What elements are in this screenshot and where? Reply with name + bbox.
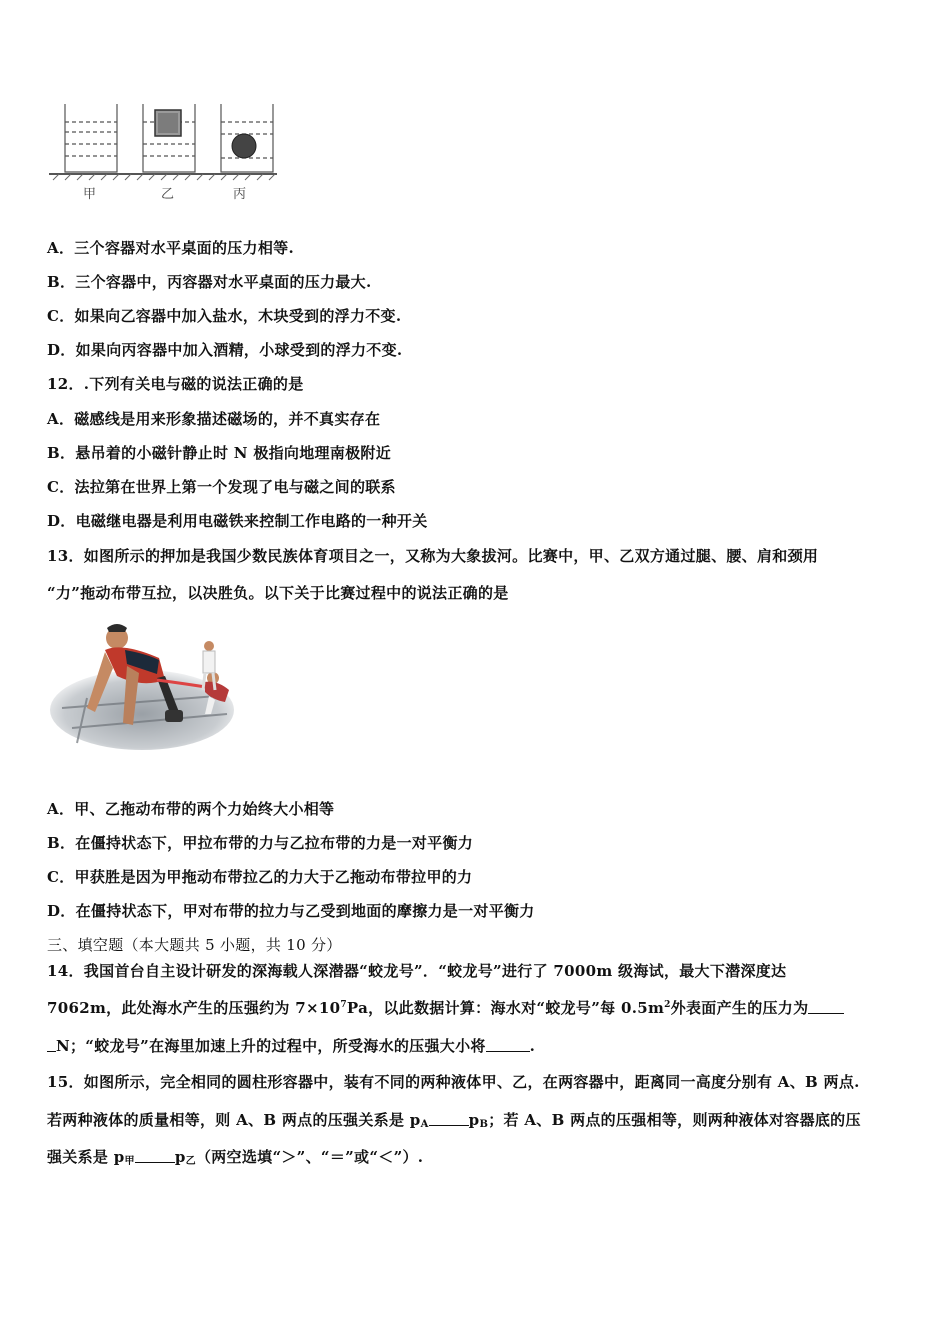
q14-blank-1b[interactable] <box>47 1039 56 1052</box>
q12-option-c: C．法拉第在世界上第一个发现了电与磁之间的联系 <box>47 478 396 496</box>
q12-stem: 12．.下列有关电与磁的说法正确的是 <box>47 375 304 393</box>
tug-of-war-photo <box>47 618 237 753</box>
q13-option-c: C．甲获胜是因为甲拖动布带拉乙的力大于乙拖动布带拉甲的力 <box>47 868 473 886</box>
q13-option-a: A．甲、乙拖动布带的两个力始终大小相等 <box>47 800 335 818</box>
q15-sub-b: B <box>479 1119 489 1130</box>
ball <box>232 134 256 158</box>
q12-option-a: A．磁感线是用来形象描述磁场的，并不真实存在 <box>47 410 381 428</box>
q14-blank-1a[interactable] <box>808 1001 844 1014</box>
q15-line3 <box>47 1146 423 1167</box>
q14-exponent-2: 2 <box>664 1000 671 1010</box>
q14-line3-text-a: N；“蛟龙号”在海里加速上升的过程中，所受海水的压强大小将 <box>56 1037 486 1055</box>
q11-option-a: A．三个容器对水平桌面的压力相等. <box>47 239 294 257</box>
q14-line2-text-c: 外表面产生的压力为 <box>670 999 809 1017</box>
section-3-heading: 三、填空题（本大题共 5 小题，共 10 分） <box>47 936 342 954</box>
q15-line2: 若两种液体的质量相等，则 A、B 两点的压强关系是 $p_A$ $p_B$；若 A、B 两点的压强相等，则两种液体对容器底的压 <box>47 1111 861 1130</box>
q12-option-d: D．电磁继电器是利用电磁铁来控制工作电路的一种开关 <box>47 512 428 530</box>
q15-blank-1[interactable] <box>429 1113 469 1126</box>
q15-line3-text-b: （两空选填“＞”、“＝”或“＜”）. <box>195 1148 424 1166</box>
q14-blank-2[interactable] <box>486 1039 530 1052</box>
q13-stem-line1: 13．如图所示的押加是我国少数民族体育项目之一，又称为大象拔河。比赛中，甲、乙双方通过腿、腰、肩和颈用 <box>47 547 819 565</box>
three-containers-figure <box>45 100 285 205</box>
q14-line2-text-b: Pa，以此数据计算：海水对“蛟龙号”每 0.5m <box>346 999 665 1017</box>
q14-exponent-7: 7 <box>340 1000 347 1010</box>
q14-line3 <box>47 1035 535 1056</box>
q15-line2-text-b: ；若 A、B 两点的压强相等，则两种液体对容器底的压 <box>488 1111 861 1129</box>
q15-sub-jia: 甲 <box>124 1156 135 1167</box>
label-jia: 甲 <box>83 187 97 202</box>
q15-line3-text-a: 强关系是 p <box>47 1148 125 1166</box>
q14-line3-text-b: . <box>529 1037 536 1055</box>
q15-sub-yi: 乙 <box>185 1156 196 1167</box>
q14-line2 <box>47 997 844 1018</box>
q14-line1: 14．我国首台自主设计研发的深海载人深潜器“蛟龙号”．“蛟龙号”进行了 7000m 级海试，最大下潜深度达 <box>47 962 787 980</box>
q15-sub-a: A <box>420 1119 429 1130</box>
q13-stem-line2: “力”拖动布带互拉，以决胜负。以下关于比赛过程中的说法正确的是 <box>47 584 509 602</box>
q14-line2-text-a: 7062m，此处海水产生的压强约为 7×10 <box>47 999 341 1017</box>
q15-line2-text-a: 若两种液体的质量相等，则 A、B 两点的压强关系是 p <box>47 1111 421 1129</box>
label-bing: 丙 <box>233 187 247 202</box>
q15-p-yi: p <box>174 1148 186 1166</box>
q15-line1: 15．如图所示，完全相同的圆柱形容器中，装有不同的两种液体甲、乙，在两容器中，距离同一高度分别有 A、B 两点. <box>47 1073 860 1091</box>
q13-option-b: B．在僵持状态下，甲拉布带的力与乙拉布带的力是一对平衡力 <box>47 834 474 852</box>
q11-option-d: D．如果向丙容器中加入酒精，小球受到的浮力不变. <box>47 341 403 359</box>
q12-option-b: B．悬吊着的小磁针静止时 N 极指向地理南极附近 <box>47 444 392 462</box>
q15-blank-2[interactable] <box>135 1150 175 1163</box>
label-yi: 乙 <box>161 187 175 202</box>
q11-option-b: B．三个容器中，丙容器对水平桌面的压力最大. <box>47 273 372 291</box>
q11-option-c: C．如果向乙容器中加入盐水，木块受到的浮力不变. <box>47 307 402 325</box>
q13-option-d: D．在僵持状态下，甲对布带的拉力与乙受到地面的摩擦力是一对平衡力 <box>47 902 535 920</box>
